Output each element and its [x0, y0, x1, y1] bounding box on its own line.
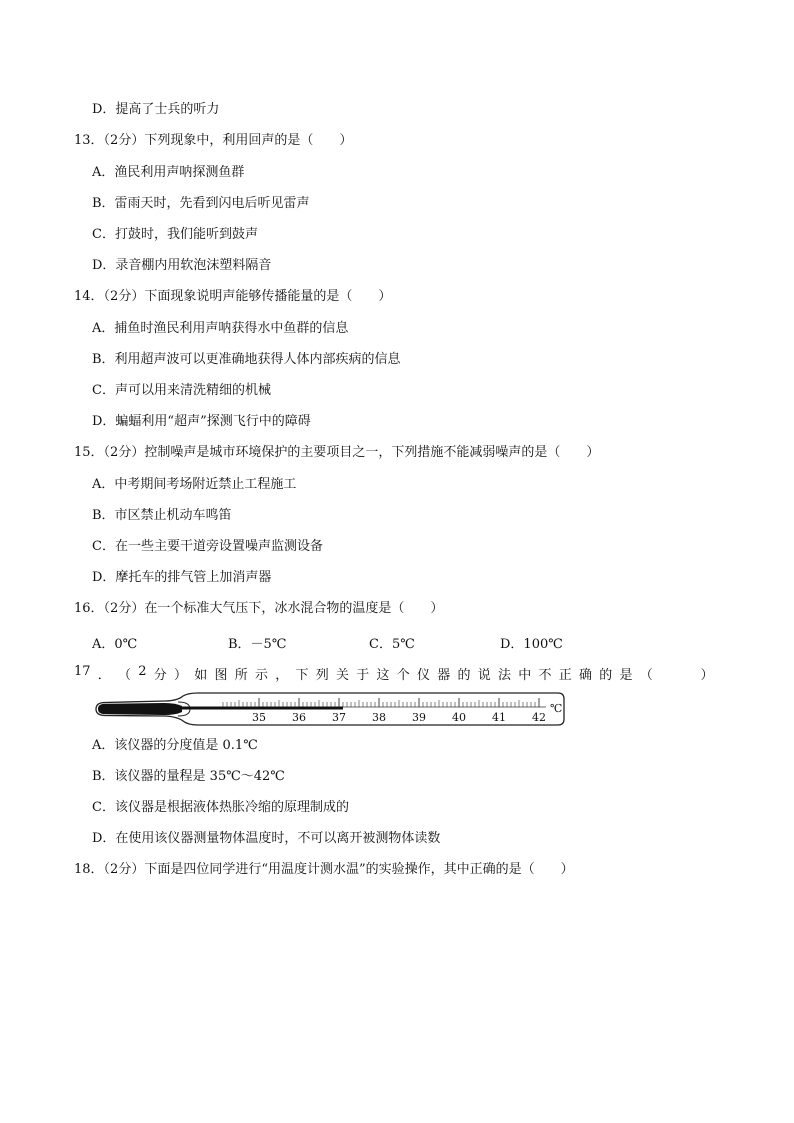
q17-stem-char: 仪	[417, 668, 431, 683]
q14-option-c: C．声可以用来清洗精细的机械	[92, 383, 271, 398]
q15-option-a: A．中考期间考场附近禁止工程施工	[92, 477, 297, 492]
q17-stem-char: 这	[376, 668, 390, 683]
q13-option-d: D．录音棚内用软泡沫塑料隔音	[92, 258, 272, 273]
q14-stem: 14．（2分）下面现象说明声能够传播能量的是（ ）	[74, 289, 392, 304]
q17-stem-char	[660, 664, 673, 680]
q15-option-c: C．在一些主要干道旁设置噪声监测设备	[92, 539, 323, 554]
q15-option-d: D．摩托车的排气管上加消声器	[92, 570, 272, 585]
q17-stem-char: 于	[356, 668, 370, 683]
q14-option-a: A．捕鱼时渔民利用声呐获得水中鱼群的信息	[92, 321, 349, 336]
q17-stem-char: 列	[315, 668, 329, 683]
q17-stem-char: 法	[498, 668, 512, 683]
q18-stem: 18．（2分）下面是四位同学进行“用温度计测水温”的实验操作，其中正确的是（ ）	[74, 862, 574, 877]
q17-stem-char: ，	[275, 668, 289, 683]
q17-stem-char: （	[118, 668, 132, 683]
q17-stem	[74, 664, 714, 683]
q14-option-b: B．利用超声波可以更准确地获得人体内部疾病的信息	[92, 352, 401, 367]
q16-option-c: C．5℃	[369, 637, 415, 652]
q17-stem-char: 正	[558, 668, 572, 683]
q16-option-a: A．0℃	[92, 637, 138, 652]
q14-option-d: D．蝙蝠利用“超声”探测飞行中的障碍	[92, 414, 311, 429]
tick-label: 41	[492, 711, 506, 724]
q15-stem: 15．（2分）控制噪声是城市环境保护的主要项目之一，下列措施不能减弱噪声的是（ ）	[74, 445, 600, 460]
q17-stem-char: 的	[457, 668, 471, 683]
thermometer-figure	[94, 690, 570, 728]
q13-option-c: C．打鼓时，我们能听到鼓声	[92, 227, 258, 242]
q17-stem-char: 关	[336, 668, 350, 683]
q15-option-b: B．市区禁止机动车鸣笛	[92, 508, 232, 523]
tick-label: 36	[292, 711, 306, 724]
tick-label: 42	[532, 711, 546, 724]
q17-stem-char: ．	[97, 668, 111, 683]
q17-stem-char: 中	[518, 668, 532, 683]
q17-stem-char: 分	[153, 668, 167, 683]
tick-label: 35	[252, 711, 266, 724]
q17-stem-char: 个	[396, 668, 410, 683]
q16-option-d: D．100℃	[500, 637, 563, 652]
q12-option-d: D．提高了士兵的听力	[92, 102, 220, 117]
tick-label: 39	[412, 711, 426, 724]
q17-stem-char	[680, 664, 693, 680]
q17-option-c: C．该仪器是根据液体热胀冷缩的原理制成的	[92, 800, 349, 815]
thermometer-bulb	[98, 703, 182, 715]
q17-stem-char: 17	[74, 664, 91, 679]
q17-stem-char: 的	[599, 668, 613, 683]
thermometer-unit-label: ℃	[550, 702, 563, 715]
q17-stem-char: 是	[619, 668, 633, 683]
q17-stem-char: 所	[234, 668, 248, 683]
q16-option-b: B．－5℃	[228, 637, 287, 652]
q17-stem-char: 如	[194, 668, 208, 683]
q17-option-a: A．该仪器的分度值是 0.1℃	[92, 738, 258, 753]
tick-label: 38	[372, 711, 386, 724]
q17-option-b: B．该仪器的量程是 35℃～42℃	[92, 769, 285, 784]
q17-stem-char: ）	[174, 668, 188, 683]
q17-stem-char: 说	[477, 668, 491, 683]
q17-stem-char: ）	[700, 668, 714, 683]
q17-stem-char: 不	[538, 668, 552, 683]
q17-stem-char: 示	[255, 668, 269, 683]
q13-stem: 13．（2分）下列现象中，利用回声的是（ ）	[74, 133, 353, 148]
q17-option-d: D．在使用该仪器测量物体温度时，不可以离开被测物体读数	[92, 831, 441, 846]
q17-stem-char: 确	[579, 668, 593, 683]
q13-option-b: B．雷雨天时，先看到闪电后听见雷声	[92, 196, 310, 211]
q17-stem-char: 2	[138, 664, 147, 679]
q17-stem-char: （	[639, 668, 653, 683]
q17-stem-char: 图	[214, 668, 228, 683]
q17-stem-char: 下	[295, 668, 309, 683]
tick-label: 37	[332, 711, 346, 724]
q16-options-row	[92, 633, 612, 652]
q13-option-a: A．渔民利用声呐探测鱼群	[92, 165, 245, 180]
tick-label: 40	[452, 711, 466, 724]
q17-stem-char: 器	[437, 668, 451, 683]
q16-stem: 16．（2分）在一个标准大气压下，冰水混合物的温度是（ ）	[74, 601, 444, 616]
